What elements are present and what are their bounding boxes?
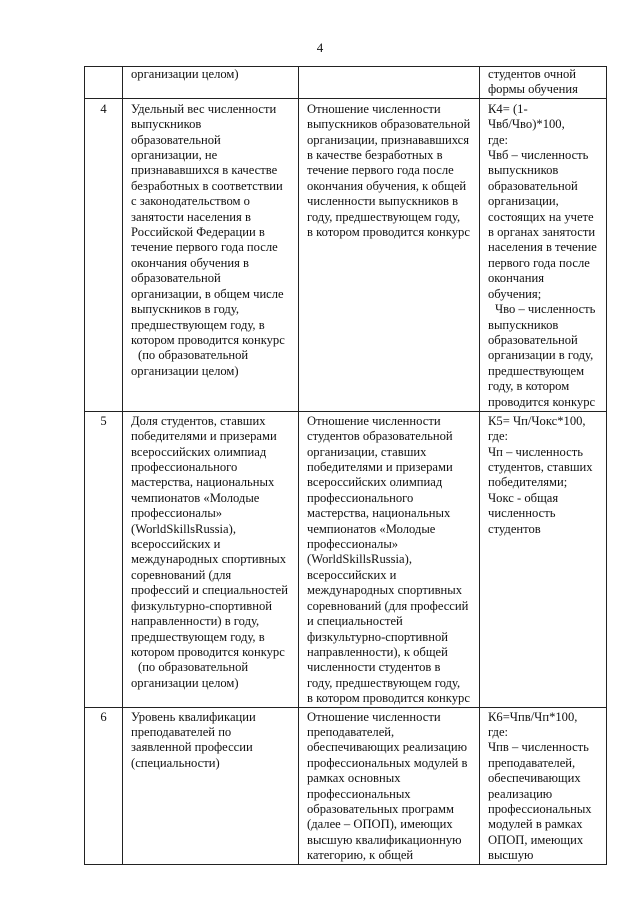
cell-text-line: году, предшествующем году, [307,675,461,690]
cell-text-line: Доля студентов, ставших [131,413,266,428]
cell-text-line: Удельный вес численности [131,101,277,116]
cell-text-line: Отношение численности [307,101,441,116]
cell-text-line: организации в году, [488,348,594,363]
cell-text-line: рамках основных [307,771,401,786]
cell-text-line: ОПОП, имеющих [488,832,584,847]
cell-text-line: (специальности) [131,755,220,770]
cell-text-line: высшую квалификационную [307,832,462,847]
table-row [85,411,607,707]
page-number: 4 [316,40,324,55]
cell-text-line: котором проводится конкурс [131,332,285,347]
cell-text-line: организации, в общем числе [131,286,284,301]
cell-text-line: в котором проводится конкурс [307,225,470,240]
cell-text-line: Чвб/Чво)*100, [488,117,565,132]
cell-text-line: образовательной [488,178,578,193]
cell-text-line: соревнований (для профессий [307,598,469,613]
cell-text-line: всероссийских олимпиад [131,444,267,459]
cell-text-line: победителями и призерами [131,429,277,444]
cell-text-line: К6=Чпв/Чп*100, [488,709,578,724]
cell-text-line: безработных в соответствии [131,178,283,193]
cell-text-line: Отношение численности [307,413,441,428]
row-number-cell [85,67,123,99]
cell-text-line: организации целом) [131,363,239,378]
indicator-cell [123,98,299,411]
cell-text-line: профессий и специальностей [131,583,288,598]
cell-text-line: котором проводится конкурс [131,644,285,659]
cell-text-line: формы обучения [488,82,578,97]
cell-text-line: в органах занятости [488,225,596,240]
cell-text-line: чемпионатов «Молодые [131,490,260,505]
cell-text-line: численности выпускников в [307,194,459,209]
row-number-cell: 6 [85,707,123,864]
indicator-cell [123,707,299,864]
cell-text-line: организации целом) [131,675,239,690]
cell-text-line: заявленной профессии [131,740,253,755]
cell-text-line: физкультурно-спортивной [131,598,272,613]
cell-text-line: соревнований (для [131,567,232,582]
cell-text-line: организации, ставших [307,444,427,459]
cell-text-line: Чокс - общая [488,490,559,505]
cell-text-line: студентов очной [488,67,576,81]
cell-text-line: направленности) в году, [131,614,260,629]
cell-text-line: всероссийских и [131,537,221,552]
cell-text-line: (WorldSkillsRussia), [307,552,412,567]
cell-text-line: всероссийских и [307,567,397,582]
cell-text-line: выпускников [488,163,559,178]
cell-text-line: организации, [488,194,559,209]
cell-text-line: студентов [488,521,541,536]
cell-text-line: Чпв – численность [488,740,589,755]
cell-text-line: образовательных программ [307,801,454,816]
cell-text-line: реализацию [488,786,553,801]
cell-text-line: обеспечивающих реализацию [307,740,467,755]
cell-text-line: К4= (1- [488,101,528,116]
cell-text-line: занятости населения в [131,209,251,224]
cell-text-line: выпускников [131,117,202,132]
cell-text-line: Российской Федерации в [131,225,265,240]
method-cell [299,707,480,864]
cell-text-line: профессиональных модулей в [307,755,468,770]
cell-text-line: обеспечивающих [488,771,581,786]
cell-text-line: преподавателей по [131,724,232,739]
table-row [85,98,607,411]
cell-text-line: Чвб – численность [488,148,589,163]
cell-text-line: образовательной [488,332,578,347]
cell-text-line: мастерства, национальных [307,506,451,521]
cell-text-line: предшествующем году, в [131,629,265,644]
method-cell [299,67,480,99]
cell-text-line: организации, признававшихся [307,132,470,147]
cell-text-line: (WorldSkillsRussia), [131,521,236,536]
cell-text-line: преподавателей, [488,755,576,770]
cell-text-line: профессионалы» [307,537,399,552]
cell-text-line: Отношение численности [307,709,441,724]
formula-cell [480,707,607,864]
cell-text-line: окончания обучения в [131,255,249,270]
cell-text-line: выпускников в году, [131,302,239,317]
method-cell [299,98,480,411]
table-row-continued [85,67,607,99]
cell-text-line: году, предшествующем году, [307,209,461,224]
cell-text-line: международных спортивных [131,552,287,567]
cell-text-line: (по образовательной [138,660,249,675]
cell-text-line: где: [488,724,509,739]
cell-text-line: проводится конкурс [488,394,596,409]
cell-text-line: профессионального [131,460,238,475]
cell-text-line: предшествующем [488,363,585,378]
cell-text-line: населения в течение [488,240,597,255]
formula-cell [480,411,607,707]
cell-text-line: Чп – численность [488,444,583,459]
cell-text-line: Чво – численность [495,302,596,317]
cell-text-line: течение первого года после [307,163,454,178]
cell-text-line: студентов образовательной [307,429,453,444]
cell-text-line: победителями и призерами [307,460,453,475]
formula-cell [480,67,607,99]
cell-text-line: организации целом) [131,67,239,81]
cell-text-line: в котором проводится конкурс [307,691,470,706]
cell-text-line: профессиональных [307,786,411,801]
cell-text-line: профессионалы» [131,506,223,521]
indicator-cell [123,67,299,99]
cell-text-line: с законодательством о [131,194,250,209]
cell-text-line: и специальностей [307,614,403,629]
cell-text-line: победителями; [488,475,568,490]
cell-text-line: международных спортивных [307,583,463,598]
cell-text-line: мастерства, национальных [131,475,275,490]
cell-text-line: признававшихся в качестве [131,163,278,178]
cell-text-line: состоящих на учете [488,209,594,224]
indicator-cell [123,411,299,707]
cell-text-line: преподавателей, [307,724,395,739]
cell-text-line: профессионального [307,490,414,505]
row-number-cell: 4 [85,98,123,411]
cell-text-line: студентов, ставших [488,460,593,475]
cell-text-line: где: [488,429,509,444]
table-row [85,707,607,864]
cell-text-line: физкультурно-спортивной [307,629,448,644]
cell-text-line: высшую [488,848,534,863]
cell-text-line: первого года после [488,255,590,270]
indicators-table [84,66,607,865]
cell-text-line: численности студентов в [307,660,441,675]
formula-cell [480,98,607,411]
cell-text-line: образовательной [131,271,221,286]
row-number-cell: 5 [85,411,123,707]
cell-text-line: окончания обучения, к общей [307,178,467,193]
cell-text-line: (далее – ОПОП), имеющих [307,817,453,832]
cell-text-line: окончания [488,271,545,286]
cell-text-line: выпускников [488,317,559,332]
cell-text-line: где: [488,132,509,147]
cell-text-line: всероссийских олимпиад [307,475,443,490]
cell-text-line: обучения; [488,286,542,301]
cell-text-line: предшествующем году, в [131,317,265,332]
cell-text-line: чемпионатов «Молодые [307,521,436,536]
cell-text-line: направленности), к общей [307,644,448,659]
cell-text-line: образовательной [131,132,221,147]
cell-text-line: Уровень квалификации [131,709,256,724]
cell-text-line: выпускников образовательной [307,117,471,132]
cell-text-line: в качестве безработных в [307,148,443,163]
cell-text-line: течение первого года после [131,240,278,255]
cell-text-line: году, в котором [488,379,570,394]
cell-text-line: модулей в рамках [488,817,583,832]
cell-text-line: организации, не [131,148,218,163]
cell-text-line: профессиональных [488,801,592,816]
method-cell [299,411,480,707]
cell-text-line: (по образовательной [138,348,249,363]
cell-text-line: численность [488,506,556,521]
cell-text-line: категорию, к общей [307,848,414,863]
cell-text-line: К5= Чп/Чокс*100, [488,413,586,428]
